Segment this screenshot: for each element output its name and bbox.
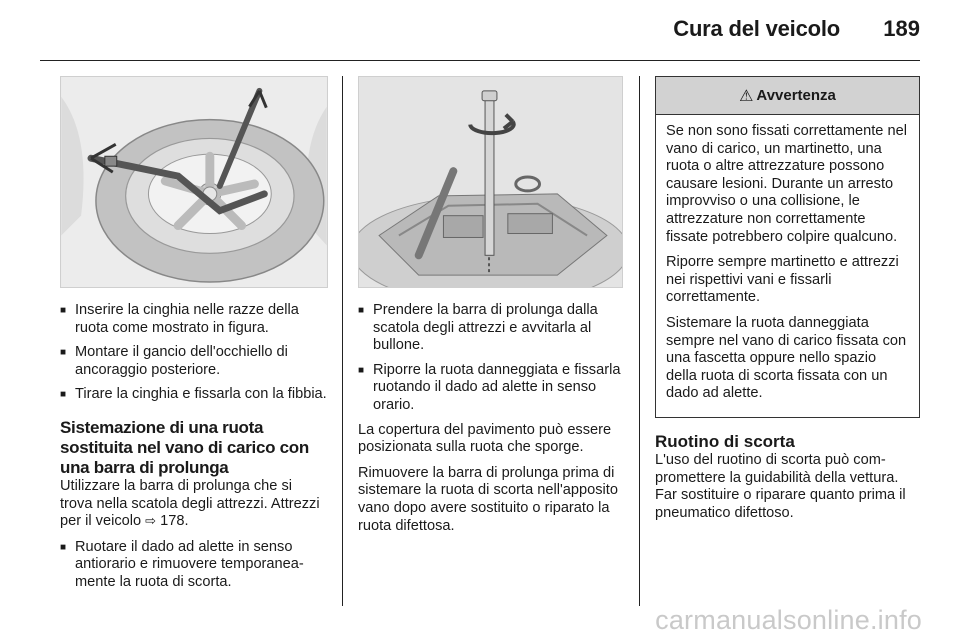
section-intro-paragraph: Utilizzare la barra di prolunga che si trova nella scatola degli attrezzi. Attrezzi per il veicolo ⇨ 178. xyxy=(60,477,320,530)
body-paragraph: L'uso del ruotino di scorta può compromettere la guidabilità della vettura. Far sostituire o riparare quanto prima il pneumatico difettoso. xyxy=(655,451,906,521)
watermark: carmanualsonline.info xyxy=(655,605,922,635)
warning-header xyxy=(656,77,919,115)
warning-paragraph: Se non sono fissati correttamente nel vano di carico, un martinetto, una ruota o altre attrezzature possono causare lesioni. Durante un arresto improvviso o una collisione, le attrezzature non correttamente fissate potrebbero colpire qualcuno. xyxy=(666,123,907,245)
spare-wheel-strap-illustration xyxy=(61,77,327,287)
install-steps-list xyxy=(358,302,623,415)
list-item: ■ Prendere la barra di prolunga dalla scatola degli attrezzi e avvitarla al bullone. xyxy=(358,302,623,355)
column-1 xyxy=(60,76,328,599)
section-title: Sistemazione di una ruota sostituita nel vano di carico con una barra di prolunga xyxy=(60,417,309,477)
strap-steps-list xyxy=(60,302,328,404)
list-item: ■ Riporre la ruota danneggiata e fissarla ruotando il dado ad alette in senso orario. xyxy=(358,362,623,415)
removal-steps-list xyxy=(60,539,328,592)
list-item: ■ Inserire la cinghia nelle razze della ruota come mostrato in figura. xyxy=(60,302,328,337)
warning-box xyxy=(655,76,920,418)
column-divider-1 xyxy=(342,76,343,606)
header-rule xyxy=(40,60,920,61)
warning-paragraph: Riporre sempre martinetto e attrezzi nei rispettivi vani e fissarli correttamente. xyxy=(666,254,899,306)
column-3 xyxy=(655,76,920,530)
column-2 xyxy=(358,76,623,543)
page-number: 189 xyxy=(883,16,920,41)
subsection-title: Ruotino di scorta xyxy=(655,431,795,451)
figure-spare-wheel-strap xyxy=(60,76,328,288)
warning-paragraph: Sistemare la ruota danneggiata sempre nel vano di carico fissata con una fascetta oppure nello spazio della ruota di scorta fissata con un dado ad alette. xyxy=(666,314,907,402)
body-paragraph: La copertura del pavimento può essere posizionata sulla ruota che sporge. xyxy=(358,421,612,456)
list-item: ■ Ruotare il dado ad alette in senso antiorario e rimuovere temporaneamente la ruota di scorta. xyxy=(60,539,328,592)
page-header xyxy=(0,0,960,62)
warning-icon: ⚠ xyxy=(739,86,754,105)
column-divider-2 xyxy=(639,76,640,606)
figure-extension-bar xyxy=(358,76,623,288)
body-paragraph: Rimuovere la barra di prolunga prima di sistemare la ruota di scorta nell'apposito vano dopo avere sostituito o riparato la ruota difettosa. xyxy=(358,464,618,534)
extension-bar-illustration xyxy=(359,77,622,287)
list-item: ■ Tirare la cinghia e fissarla con la fibbia. xyxy=(60,386,328,404)
page-reference-icon: ⇨ xyxy=(145,514,157,530)
warning-body xyxy=(656,115,919,417)
list-item: ■ Montare il gancio dell'occhiello di ancoraggio posteriore. xyxy=(60,344,328,379)
page-reference[interactable]: 178. xyxy=(156,513,189,530)
section-header-title: Cura del veicolo xyxy=(673,16,840,41)
warning-title: Avvertenza xyxy=(756,87,836,104)
